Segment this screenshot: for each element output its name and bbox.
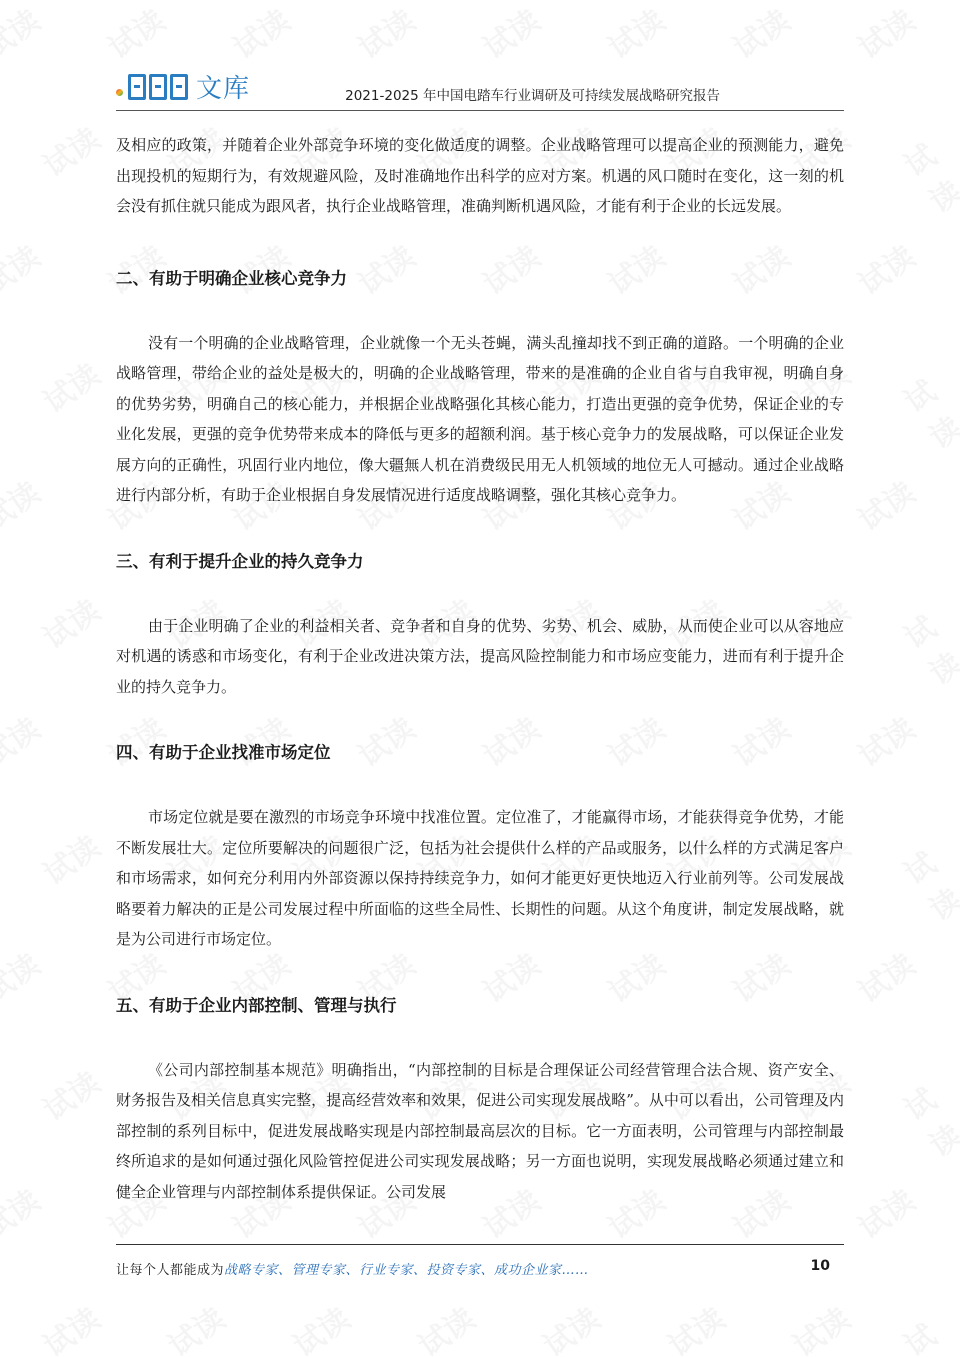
- watermark-text: [0, 1177, 47, 1247]
- watermark-text: [894, 1303, 960, 1357]
- watermark-text: [894, 831, 960, 929]
- logo-text: 文库: [196, 74, 251, 104]
- watermark-text: [223, 0, 297, 67]
- watermark-text: [894, 123, 960, 221]
- logo-dot-icon: [116, 89, 123, 96]
- watermark-text: [848, 233, 922, 303]
- watermark-text: [848, 941, 922, 1011]
- section-heading-2: 二、有助于明确企业核心竞争力: [116, 268, 347, 288]
- watermark-text: [408, 1295, 482, 1357]
- watermark-text: [158, 1295, 232, 1357]
- footer-slogan: [116, 1259, 589, 1278]
- footer-divider: [116, 1244, 844, 1245]
- watermark-text: [348, 0, 422, 67]
- watermark-text: [848, 1177, 922, 1247]
- footer-prefix: 让每个人都能成为: [116, 1263, 225, 1278]
- logo-mark-icon: [128, 74, 188, 100]
- section-4-paragraph: 市场定位就是要在激烈的市场竞争环境中找准位置。定位准了，才能赢得市场，才能获得竞争优势，才能不断发展壮大。定位所要解决的问题很广泛，包括为社会提供什么样的产品或服务，以什么样的方式满足客户和市场需求，如何充分利用内外部资源以保持持续竞争力，如何才能更好更快地迈入行业前列等。公司发展战略要着力解决的正是公司发展过程中所面临的这些全局性、长期性的问题。从这个角度讲，制定发展战略，就是为公司进行市场定位。: [116, 808, 844, 948]
- watermark-text: [848, 705, 922, 775]
- report-title: 2021-2025 年中国电踏车行业调研及可持续发展战略研究报告: [345, 88, 720, 104]
- watermark-text: [33, 351, 107, 421]
- watermark-text: [0, 0, 47, 67]
- watermark-text: [658, 1295, 732, 1357]
- section-5-paragraph: 《公司内部控制基本规范》明确指出，“内部控制的目标是合理保证公司经营管理合法合规、资产安全、财务报告及相关信息真实完整，提高经营效率和效果，促进公司实现发展战略”。从中可以看出，公司管理及内部控制的系列目标中，促进发展战略实现是内部控制最高层次的目标。它一方面表明，公司管理与内部控制最终所追求的是如何通过强化风险管控促进公司实现发展战略；另一方面也说明，实现发展战略必须通过建立和健全企业管理与内部控制体系提供保证。公司发展: [116, 1060, 844, 1201]
- section-heading-3: 三、有利于提升企业的持久竞争力: [116, 551, 364, 571]
- watermark-text: [848, 469, 922, 539]
- section-3-paragraph: 由于企业明确了企业的利益相关者、竞争者和自身的优势、劣势、机会、威胁，从而使企业可以从容地应对机遇的诱惑和市场变化，有利于企业改进决策方法，提高风险控制能力和市场应变能力，进而有利于提升企业的持久竞争力。: [116, 616, 844, 696]
- watermark-text: [848, 0, 922, 67]
- watermark-text: [598, 0, 672, 67]
- watermark-text: [283, 1295, 357, 1357]
- footer-highlight: 战略专家、管理专家、行业专家、投资专家、成功企业家……: [224, 1263, 589, 1278]
- watermark-text: [783, 1295, 857, 1357]
- section-heading-4: 四、有助于企业找准市场定位: [116, 743, 331, 762]
- watermark-text: [33, 587, 107, 657]
- section-heading-5: 五、有助于企业内部控制、管理与执行: [116, 995, 397, 1015]
- watermark-text: [894, 595, 960, 693]
- watermark-text: [0, 469, 47, 539]
- page-number: 10: [810, 1258, 830, 1274]
- watermark-text: [0, 233, 47, 303]
- logo: [116, 68, 250, 105]
- watermark-text: [0, 941, 47, 1011]
- watermark-text: [33, 1295, 107, 1357]
- section-2-paragraph: 没有一个明确的企业战略管理，企业就像一个无头苍蝇，满头乱撞却找不到正确的道路。一个明确的企业战略管理，带给企业的益处是极大的，明确的企业战略管理，带来的是准确的企业自省与自我审视，明确自身的优势劣势，明确自己的核心能力，并根据企业战略强化其核心能力，打造出更强的竞争优势，保证企业的专业化发展，更强的竞争优势带来成本的降低与更多的超额利润。基于核心竞争力的发展战略，可以保证企业发展方向的正确性，巩固行业内地位，像大疆無人机在消费级民用无人机领域的地位无人可撼动。通过企业战略进行内部分析，有助于企业根据自身发展情况进行适度战略调整，强化其核心竞争力。: [116, 333, 844, 504]
- watermark-text: [533, 1295, 607, 1357]
- watermark-text: [33, 1059, 107, 1129]
- watermark-text: [33, 823, 107, 893]
- watermark-text: [894, 1067, 960, 1165]
- page-header: [116, 60, 844, 111]
- watermark-text: [473, 0, 547, 67]
- watermark-text: [98, 0, 172, 67]
- watermark-text: [0, 705, 47, 775]
- watermark-text: [33, 115, 107, 185]
- watermark-text: [723, 0, 797, 67]
- paragraph-continued: 及相应的政策，并随着企业外部竞争环境的变化做适度的调整。企业战略管理可以提高企业的预测能力，避免出现投机的短期行为，有效规避风险，及时准确地作出科学的应对方案。机遇的风口随时在变化，这一刻的机会没有抓住就只能成为跟风者，执行企业战略管理，准确判断机遇风险，才能有利于企业的长远发展。: [116, 136, 844, 215]
- page-content: [116, 130, 844, 1207]
- watermark-text: [894, 359, 960, 457]
